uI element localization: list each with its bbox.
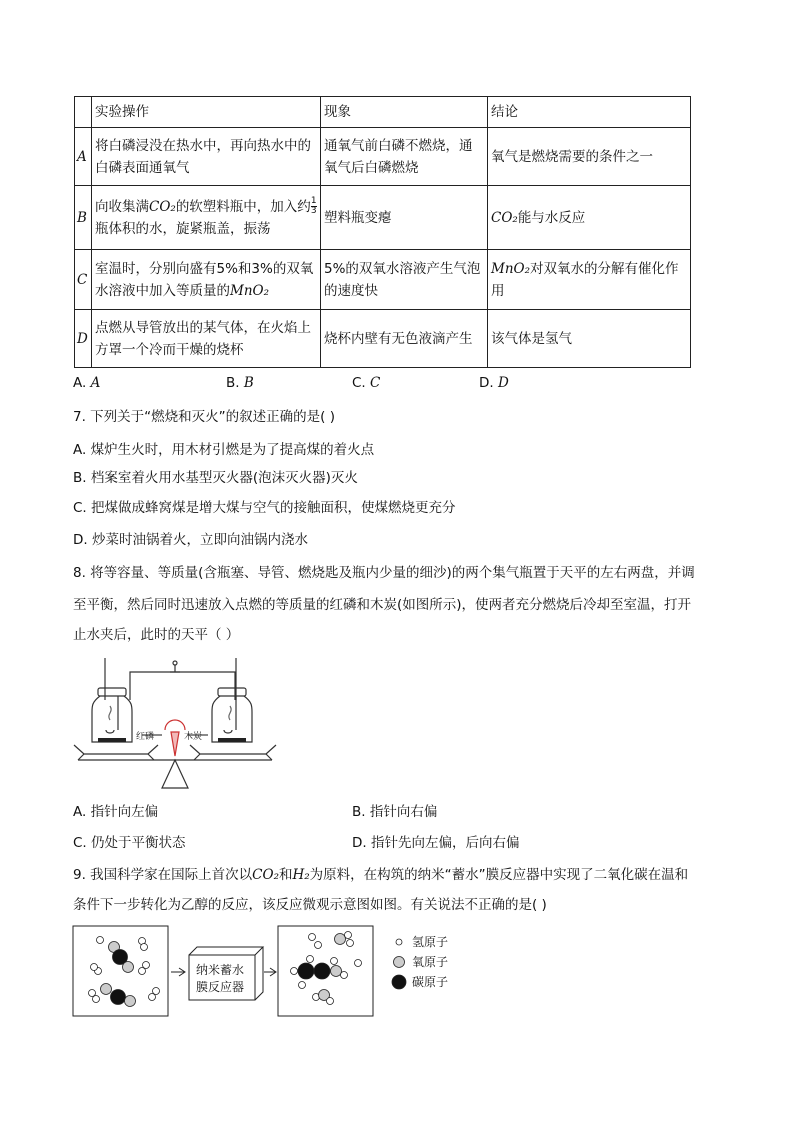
reactor-label-line2: 膜反应器 (196, 980, 245, 994)
hydrogen-atom (331, 958, 338, 965)
right-flame-icon (229, 706, 231, 720)
q6-row-phenomenon: 通氧气前白磷不燃烧，通氧气后白磷燃烧 (321, 128, 488, 186)
hydrogen-atom (153, 988, 160, 995)
q6-row-conclusion (488, 186, 691, 250)
clamp-icon (173, 661, 177, 665)
legend-hydrogen-label: 氢原子 (412, 935, 449, 949)
q8-option-d[interactable]: D. 指针先向左偏，后向右偏 (352, 835, 520, 851)
q6-option-d[interactable] (479, 375, 509, 391)
q6-row-phenomenon: 5%的双氧水溶液产生气泡的速度快 (321, 250, 488, 310)
q6-row-phenomenon: 烧杯内壁有无色液滴产生 (321, 310, 488, 368)
hydrogen-atom (341, 972, 348, 979)
q6-header-blank (75, 97, 92, 128)
left-spoon (106, 696, 118, 733)
q8-stem-line1: 8. 将等容量、等质量(含瓶塞、导管、燃烧匙及瓶内少量的细沙)的两个集气瓶置于天平的左右两盘，并调 (73, 565, 695, 581)
hydrogen-atom (291, 968, 298, 975)
arrow-out-icon (264, 968, 276, 976)
oxygen-atom (125, 996, 136, 1007)
balance-figure (70, 650, 290, 790)
q6-b-fraction (311, 197, 317, 216)
q6-c-concl-text: 对双氧水的分解有催化作用 (491, 260, 679, 299)
fraction-numerator: 1 (310, 196, 317, 206)
hydrogen-atom (309, 934, 316, 941)
hydrogen-atom (141, 944, 148, 951)
q6-b-op-text-a: 向收集满 (95, 198, 149, 215)
q6-c-op-text: 室温时，分别向盛有5%和3%的双氧水溶液中加入等质量的 (95, 260, 314, 299)
q6-row-c (75, 250, 691, 310)
hydrogen-atom (355, 960, 362, 967)
fulcrum (162, 760, 188, 788)
q6-table (74, 96, 691, 368)
q9-and: 和 (278, 867, 293, 883)
legend-oxygen-icon (394, 957, 405, 968)
q6-row-op: 点燃从导管放出的某气体，在火焰上方罩一个冷而干燥的烧杯 (92, 310, 321, 368)
q7-stem: 7. 下列关于“燃烧和灭火”的叙述正确的是( ) (73, 409, 335, 425)
q6-row-op (92, 250, 321, 310)
option-prefix: B. (226, 375, 240, 391)
q6-b-concl-text: 能与水反应 (517, 209, 586, 226)
scale-dial (165, 720, 185, 730)
right-pan (190, 745, 276, 754)
option-value: A (90, 375, 101, 391)
q9-stem-line1 (73, 858, 688, 892)
hydrogen-atom (299, 982, 306, 989)
left-bottle (92, 696, 132, 742)
option-value: C (370, 375, 381, 391)
q6-option-a[interactable] (73, 375, 100, 391)
hydrogen-atom (97, 937, 104, 944)
q6-header-op: 实验操作 (92, 97, 321, 128)
pointer-icon (171, 732, 179, 756)
q6-c-op-mno2: MnO₂ (230, 282, 269, 299)
q6-row-op: 将白磷浸没在热水中，再向热水中的白磷表面通氧气 (92, 128, 321, 186)
q6-header-row (75, 97, 691, 128)
q8-option-c[interactable]: C. 仍处于平衡状态 (73, 835, 186, 851)
q7-option-d[interactable]: D. 炒菜时油锅着火，立即向油锅内浇水 (73, 532, 308, 548)
hydrogen-atom (93, 996, 100, 1003)
oxygen-atom (101, 984, 112, 995)
q6-header-conclusion: 结论 (488, 97, 691, 128)
right-bottle (212, 696, 252, 742)
q6-b-op-text-b: 的软塑料瓶中，加入约 (175, 198, 311, 215)
left-stopper (98, 688, 126, 696)
q6-row-phenomenon: 塑料瓶变瘪 (321, 186, 488, 250)
q9-co2: CO₂ (252, 867, 279, 883)
q8-option-b[interactable]: B. 指针向右偏 (352, 804, 438, 820)
hydrogen-atom (91, 964, 98, 971)
q9-text-a: 9. 我国科学家在国际上首次以 (73, 867, 253, 883)
q7-option-c[interactable]: C. 把煤做成蜂窝煤是增大煤与空气的接触面积，使煤燃烧更充分 (73, 500, 456, 516)
left-pan (74, 745, 158, 754)
hydrogen-atom (315, 942, 322, 949)
q8-stem-line2: 至平衡，然后同时迅速放入点燃的等质量的红磷和木炭(如图所示)，使两者充分燃烧后冷却至室温，打开 (73, 597, 692, 613)
carbon-atom (298, 963, 314, 979)
q8-stem-line3: 止水夹后，此时的天平（ ） (73, 627, 240, 643)
left-flame-icon (109, 706, 111, 720)
q7-option-a[interactable]: A. 煤炉生火时，用木材引燃是为了提高煤的着火点 (73, 442, 375, 458)
q6-row-conclusion: 该气体是氢气 (488, 310, 691, 368)
q6-row-a (75, 128, 691, 186)
option-value: B (243, 375, 254, 391)
q9-stem-line2: 条件下一步转化为乙醇的反应，该反应微观示意图如图。有关说法不正确的是( ) (73, 897, 547, 913)
q9-h2: H₂ (292, 867, 310, 883)
q7-option-b[interactable]: B. 档案室着火用水基型灭火器(泡沫灭火器)灭火 (73, 470, 358, 486)
q6-row-d (75, 310, 691, 368)
right-stopper (218, 688, 246, 696)
legend-oxygen-label: 氧原子 (412, 955, 449, 969)
q9-text-b: 为原料，在构筑的纳米“蓄水”膜反应器中实现了二氧化碳在温和 (309, 867, 689, 883)
hydrogen-atom (307, 956, 314, 963)
reactor-label-line1: 纳米蓄水 (196, 963, 245, 977)
clamp-stem (170, 665, 180, 672)
legend-carbon-label: 碳原子 (412, 975, 449, 989)
option-prefix: A. (73, 375, 87, 391)
q6-row-b (75, 186, 691, 250)
left-sand (98, 738, 126, 742)
fraction-denominator: 3 (310, 206, 317, 216)
q6-row-conclusion (488, 250, 691, 310)
option-prefix: D. (479, 375, 494, 391)
q8-option-a[interactable]: A. 指针向左偏 (73, 804, 159, 820)
q6-b-concl-co2: CO₂ (491, 209, 518, 226)
legend-hydrogen-icon (396, 939, 402, 945)
hydrogen-atom (347, 940, 354, 947)
label-red-phosphorus: 红磷 (136, 732, 155, 742)
q6-option-b[interactable] (226, 375, 254, 391)
q6-row-label: D (75, 310, 92, 368)
q6-row-op (92, 186, 321, 250)
oxygen-atom (123, 962, 134, 973)
q6-option-c[interactable] (352, 375, 380, 391)
option-prefix: C. (352, 375, 366, 391)
q6-b-op-text-c: 瓶体积的水，旋紧瓶盖，振荡 (95, 220, 271, 237)
hydrogen-atom (143, 962, 150, 969)
legend-carbon-icon (392, 975, 406, 989)
q6-c-concl-mno2: MnO₂ (491, 260, 530, 277)
q6-row-conclusion: 氧气是燃烧需要的条件之一 (488, 128, 691, 186)
right-sand (218, 738, 246, 742)
hydrogen-atom (345, 932, 352, 939)
q6-header-phenomenon: 现象 (321, 97, 488, 128)
option-value: D (497, 375, 509, 391)
label-charcoal: 木炭 (184, 732, 203, 742)
hydrogen-atom (327, 998, 334, 1005)
q6-row-label: A (75, 128, 92, 186)
q6-row-label: C (75, 250, 92, 310)
q6-b-op-co2: CO₂ (149, 198, 176, 215)
arrow-in-icon (171, 968, 185, 976)
q6-row-label: B (75, 186, 92, 250)
reaction-diagram (72, 925, 472, 1020)
oxygen-atom (335, 934, 346, 945)
carbon-atom (314, 963, 330, 979)
carbon-atom (111, 990, 126, 1005)
oxygen-atom (331, 966, 342, 977)
